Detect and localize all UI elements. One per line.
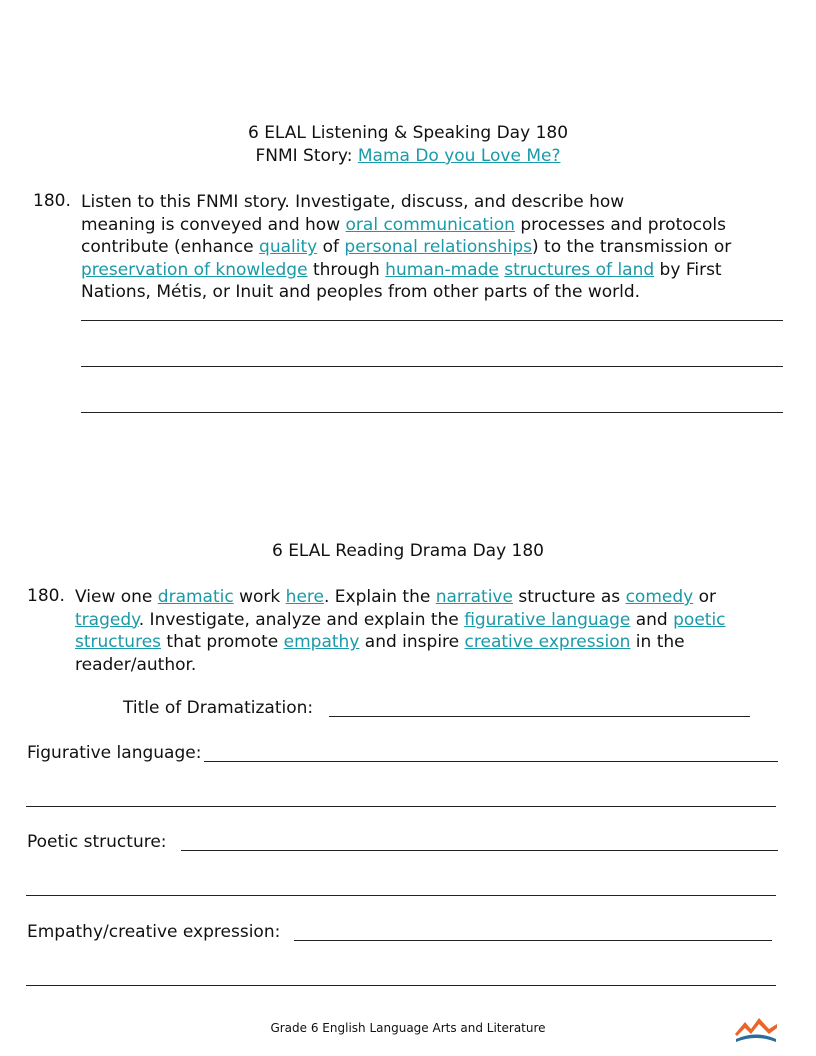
glossary-link[interactable]: structures of land bbox=[504, 259, 655, 280]
footer-text: Grade 6 English Language Arts and Literature bbox=[270, 1021, 546, 1035]
poetic-field-label: Poetic structure: bbox=[27, 832, 167, 852]
prompt-text: in the bbox=[630, 632, 685, 653]
glossary-link[interactable]: empathy bbox=[283, 632, 360, 653]
prompt-text: reader/author. bbox=[75, 654, 197, 675]
section2-prompt bbox=[75, 586, 726, 676]
glossary-link[interactable]: comedy bbox=[625, 587, 694, 607]
prompt-text: contribute (enhance bbox=[81, 237, 260, 258]
glossary-link[interactable]: narrative bbox=[435, 587, 513, 607]
prompt-text: and inspire bbox=[359, 632, 465, 653]
title-field-label: Title of Dramatization: bbox=[123, 698, 314, 718]
prompt-text: . Explain the bbox=[323, 587, 436, 607]
prompt-text: structure as bbox=[512, 587, 626, 607]
prompt-text: Nations, Métis, or Inuit and peoples from other parts of the world. bbox=[81, 282, 641, 303]
prompt-line bbox=[75, 609, 726, 632]
prompt-text: View one bbox=[75, 587, 158, 607]
answer-line[interactable] bbox=[26, 806, 776, 807]
glossary-link[interactable]: human-made bbox=[385, 259, 499, 280]
figurative-field-line[interactable] bbox=[204, 761, 778, 762]
story-prefix: FNMI Story: bbox=[255, 146, 358, 166]
prompt-text: . Investigate, analyze and explain the bbox=[138, 609, 465, 630]
prompt-line bbox=[81, 214, 731, 237]
answer-line[interactable] bbox=[81, 412, 783, 413]
prompt-line bbox=[75, 654, 726, 677]
glossary-link[interactable]: dramatic bbox=[157, 587, 234, 607]
section1-prompt bbox=[81, 191, 731, 304]
prompt-line bbox=[81, 191, 731, 214]
prompt-text: or bbox=[693, 587, 716, 607]
glossary-link[interactable]: figurative language bbox=[464, 609, 631, 630]
answer-line[interactable] bbox=[26, 985, 776, 986]
item-number: 180. bbox=[27, 586, 65, 606]
prompt-line bbox=[75, 631, 726, 654]
glossary-link[interactable]: poetic bbox=[673, 609, 726, 630]
prompt-text: through bbox=[307, 259, 386, 280]
glossary-link[interactable]: quality bbox=[259, 237, 318, 258]
prompt-line bbox=[75, 586, 726, 609]
item-number: 180. bbox=[33, 191, 71, 211]
glossary-link[interactable]: creative expression bbox=[464, 632, 631, 653]
prompt-text: of bbox=[317, 237, 345, 258]
prompt-text: by First bbox=[654, 259, 722, 280]
story-link[interactable]: Mama Do you Love Me? bbox=[357, 146, 561, 166]
title-field-line[interactable] bbox=[329, 716, 750, 717]
empathy-field-line[interactable] bbox=[294, 940, 772, 941]
prompt-text: Listen to this FNMI story. Investigate, discuss, and describe how bbox=[81, 192, 625, 212]
section2-heading: 6 ELAL Reading Drama Day 180 bbox=[271, 541, 545, 561]
poetic-field-line[interactable] bbox=[181, 850, 778, 851]
glossary-link[interactable]: oral communication bbox=[345, 214, 515, 235]
answer-line[interactable] bbox=[81, 320, 783, 321]
publisher-logo-icon bbox=[733, 1014, 779, 1044]
glossary-link[interactable]: personal relationships bbox=[344, 237, 533, 258]
glossary-link[interactable]: preservation of knowledge bbox=[81, 259, 308, 280]
answer-line[interactable] bbox=[26, 895, 776, 896]
prompt-text: meaning is conveyed and how bbox=[81, 214, 346, 235]
prompt-line bbox=[81, 281, 731, 304]
section1-heading: 6 ELAL Listening & Speaking Day 180 bbox=[247, 123, 569, 143]
answer-line[interactable] bbox=[81, 366, 783, 367]
prompt-line bbox=[81, 259, 731, 282]
prompt-text: ) to the transmission or bbox=[532, 237, 732, 258]
glossary-link[interactable]: tragedy bbox=[75, 609, 139, 630]
prompt-text: and bbox=[630, 609, 674, 630]
prompt-text: processes and protocols bbox=[514, 214, 726, 235]
empathy-field-label: Empathy/creative expression: bbox=[27, 922, 281, 942]
glossary-link[interactable]: here bbox=[285, 587, 324, 607]
glossary-link[interactable]: structures bbox=[75, 632, 162, 653]
prompt-text: work bbox=[233, 587, 286, 607]
figurative-field-label: Figurative language: bbox=[27, 743, 202, 763]
story-line bbox=[0, 146, 816, 166]
prompt-text: that promote bbox=[161, 632, 284, 653]
prompt-line bbox=[81, 236, 731, 259]
